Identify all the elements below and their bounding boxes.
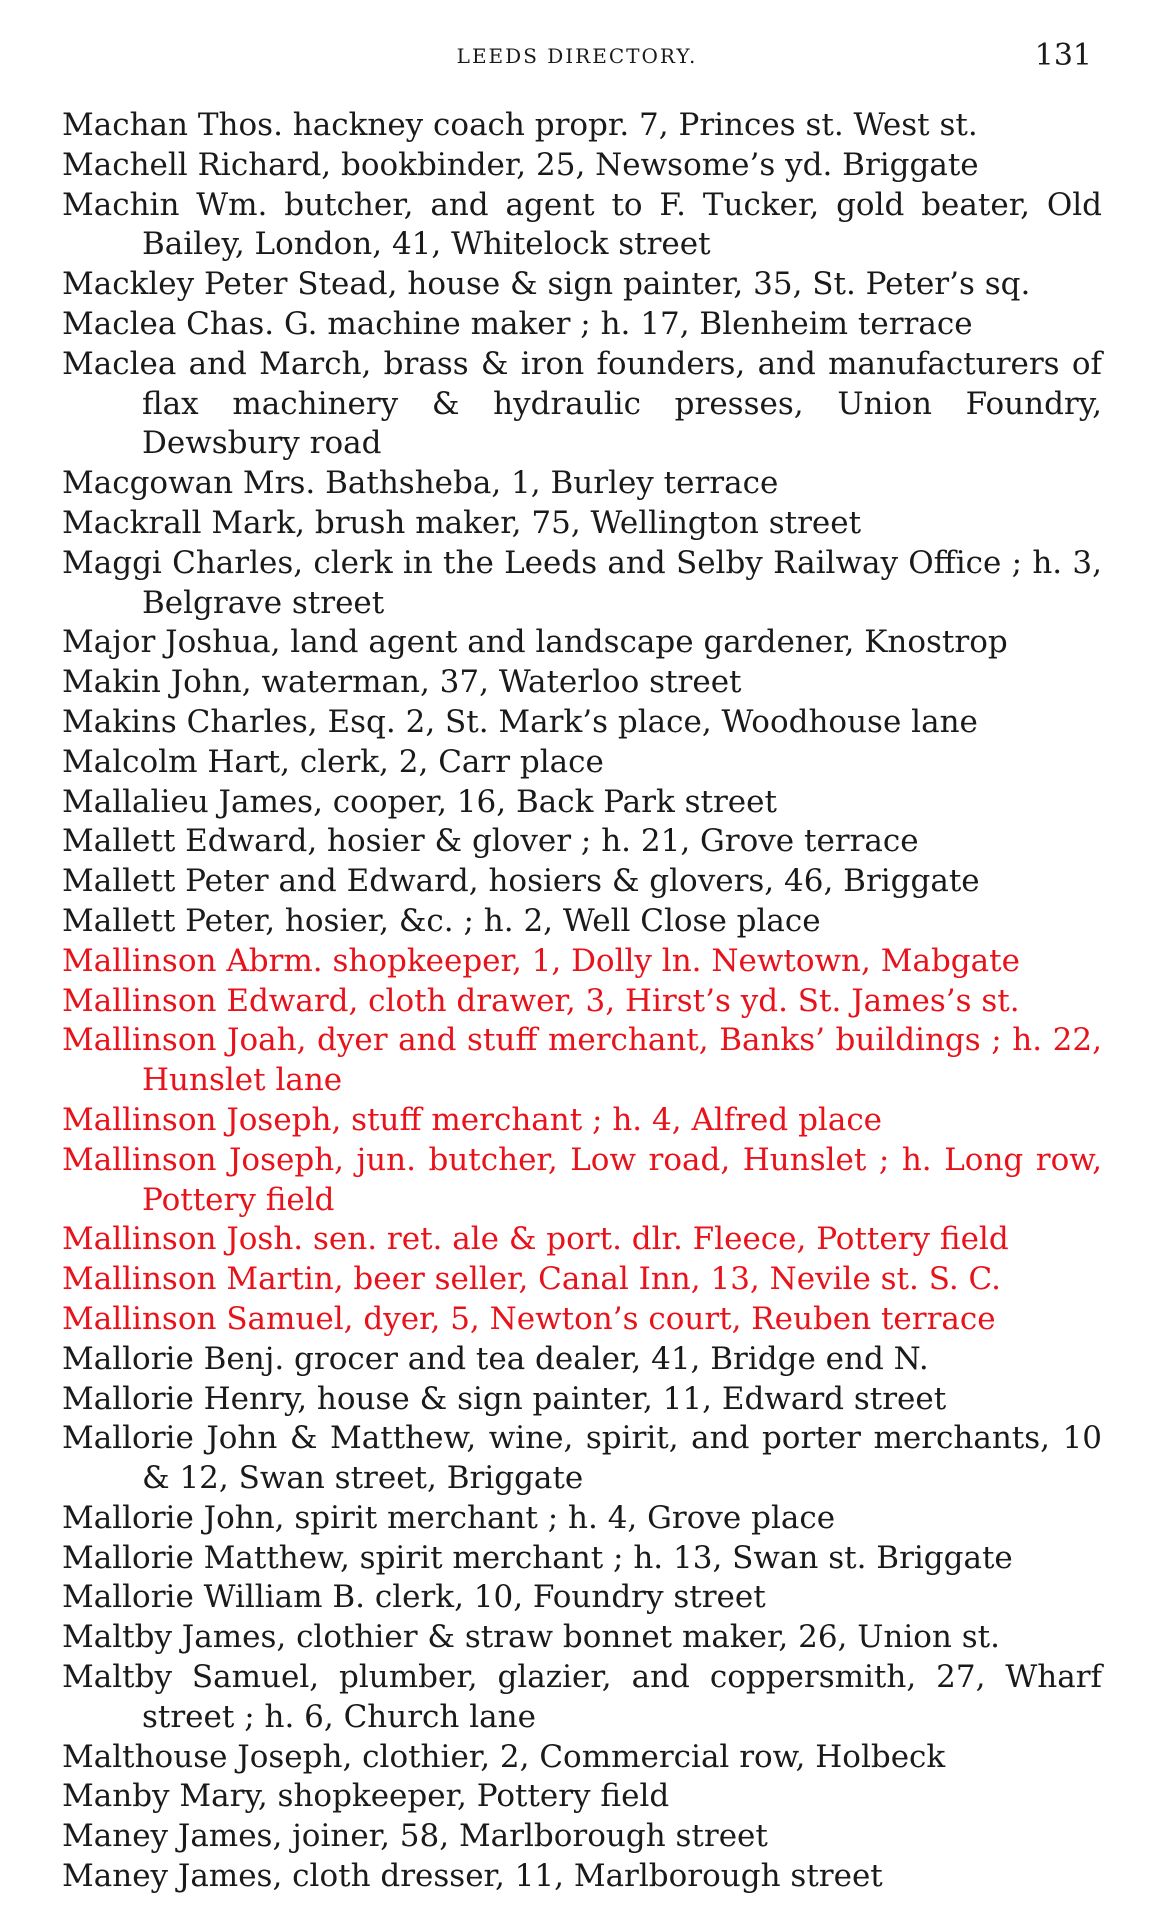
directory-entry: Mackrall Mark, brush maker, 75, Wellington street	[62, 504, 862, 541]
directory-entry: Maclea and March, brass & iron founders, and manufacturers of flax machinery & hydraulic presses, Union Foundry, Dewsbury road	[62, 345, 1102, 462]
directory-entry: Makin John, waterman, 37, Waterloo street	[62, 664, 742, 701]
highlighted-directory-entry: Mallinson Joah, dyer and stuff merchant, Banks’ buildings ; h. 22, Hunslet lane	[62, 1022, 1102, 1099]
directory-entry: Maney James, cloth dresser, 11, Marlborough street	[62, 1858, 883, 1895]
directory-entry: Manby Mary, shopkeeper, Pottery field	[62, 1778, 670, 1815]
directory-entry: Mallett Peter and Edward, hosiers & glovers, 46, Briggate	[62, 863, 980, 900]
directory-entry: Major Joshua, land agent and landscape gardener, Knostrop	[62, 624, 1008, 661]
directory-entry: Malcolm Hart, clerk, 2, Carr place	[62, 743, 604, 780]
page-header	[62, 38, 1092, 78]
directory-entry: Maggi Charles, clerk in the Leeds and Selby Railway Office ; h. 3, Belgrave street	[62, 544, 1102, 621]
directory-entry: Maclea Chas. G. machine maker ; h. 17, Blenheim terrace	[62, 305, 973, 342]
directory-entry: Mallorie Benj. grocer and tea dealer, 41, Bridge end N.	[62, 1340, 929, 1377]
directory-entry: Mallorie William B. clerk, 10, Foundry street	[62, 1579, 766, 1616]
directory-entry: Macgowan Mrs. Bathsheba, 1, Burley terrace	[62, 465, 779, 502]
highlighted-directory-entry: Mallinson Martin, beer seller, Canal Inn, 13, Nevile st. S. C.	[62, 1261, 1002, 1298]
directory-entry: Machin Wm. butcher, and agent to F. Tucker, gold beater, Old Bailey, London, 41, Whitelock street	[62, 186, 1102, 263]
directory-entry: Mallett Edward, hosier & glover ; h. 21, Grove terrace	[62, 823, 919, 860]
directory-entry: Mallorie Matthew, spirit merchant ; h. 13, Swan st. Briggate	[62, 1539, 1013, 1576]
directory-entry: Mackley Peter Stead, house & sign painter, 35, St. Peter’s sq.	[62, 266, 1031, 303]
highlighted-directory-entry: Mallinson Josh. sen. ret. ale & port. dlr. Fleece, Pottery field	[62, 1221, 1009, 1258]
directory-entry: Mallorie John, spirit merchant ; h. 4, Grove place	[62, 1499, 836, 1536]
highlighted-directory-entry: Mallinson Edward, cloth drawer, 3, Hirst’s yd. St. James’s st.	[62, 982, 1020, 1019]
directory-entry: Machan Thos. hackney coach propr. 7, Princes st. West st.	[62, 107, 978, 143]
directory-entry: Maltby Samuel, plumber, glazier, and coppersmith, 27, Wharf street ; h. 6, Church lane	[62, 1659, 1102, 1735]
page-number: 131	[1034, 38, 1092, 73]
directory-entry: Machell Richard, bookbinder, 25, Newsome’s yd. Briggate	[62, 146, 979, 183]
directory-entry: Mallorie Henry, house & sign painter, 11, Edward street	[62, 1380, 947, 1417]
directory-entry: Mallorie John & Matthew, wine, spirit, and porter merchants, 10 & 12, Swan street, Briggate	[62, 1420, 1102, 1497]
directory-entry: Makins Charles, Esq. 2, St. Mark’s place, Woodhouse lane	[62, 703, 978, 740]
highlighted-directory-entry: Mallinson Joseph, stuff merchant ; h. 4, Alfred place	[62, 1101, 883, 1138]
directory-entry: Malthouse Joseph, clothier, 2, Commercial row, Holbeck	[62, 1738, 946, 1775]
directory-entry: Mallett Peter, hosier, &c. ; h. 2, Well Close place	[62, 902, 821, 939]
directory-entry: Maney James, joiner, 58, Marlborough street	[62, 1818, 768, 1855]
running-title: LEEDS DIRECTORY.	[456, 44, 698, 68]
directory-entry: Mallalieu James, cooper, 16, Back Park street	[62, 783, 777, 820]
highlighted-directory-entry: Mallinson Abrm. shopkeeper, 1, Dolly ln. Newtown, Mabgate	[62, 942, 1020, 979]
highlighted-directory-entry: Mallinson Joseph, jun. butcher, Low road, Hunslet ; h. Long row, Pottery field	[62, 1141, 1102, 1218]
highlighted-directory-entry: Mallinson Samuel, dyer, 5, Newton’s court, Reuben terrace	[62, 1300, 996, 1337]
directory-entry: Maltby James, clothier & straw bonnet maker, 26, Union st.	[62, 1619, 1000, 1656]
directory-entries	[62, 106, 1102, 1897]
